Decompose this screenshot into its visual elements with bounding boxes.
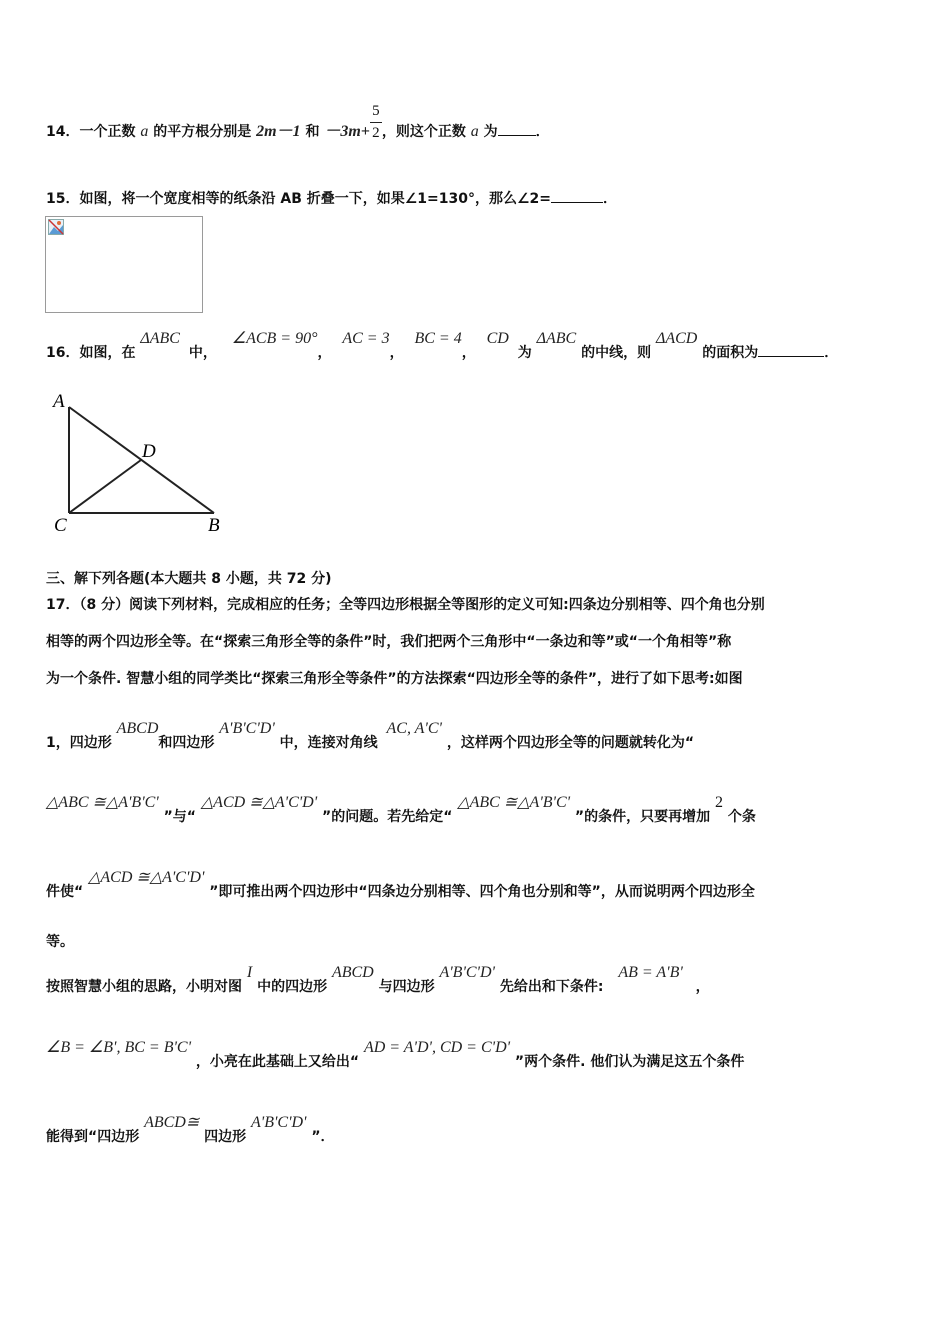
q17-line-8: 按照智慧小组的思路，小明对图 I 中的四边形 ABCD 与四边形 A'B'C'D' 先给出和下条件: AB = A'B' ， [46,964,710,995]
question-16: 16．如图，在 ΔABC 中， ∠ACB = 90°， AC = 3， BC = 4， CD 为 ΔABC 的中线，则 ΔACD 的面积为 ． [46,330,839,361]
q15-figure-placeholder [45,216,203,313]
median-cd [69,460,141,513]
congruence-abc: △ABC ≅△A'B'C' [46,794,159,811]
q16-bc: BC = 4 [414,330,462,347]
condition-ad-cd: AD = A'D', CD = C'D' [363,1039,511,1056]
section-3-heading: 三、解下列各题(本大题共 8 小题，共 72 分) [46,571,332,587]
congruence-acd-2: △ACD ≅△A'C'D' [88,869,205,886]
quad-abcd: ABCD [116,720,159,737]
q14-frac-den: 2 [372,124,380,141]
right-triangle-figure [48,385,238,537]
q16-triangle-abc: ΔABC [140,330,180,347]
q16-cd: CD [486,330,509,347]
q16-angle-acb: ∠ACB = 90° [231,330,318,347]
q17-line-5: △ABC ≅△A'B'C' ”与“ △ACD ≅△A'C'D' ”的问题。若先给定“ △ABC ≅△A'B'C' ”的条件，只要再增加 2 个条 [46,794,756,825]
congruence-abc-2: △ABC ≅△A'B'C' [457,794,571,811]
label-a: A [53,391,65,412]
q17-line-7: 等。 [46,934,74,950]
q16-ac: AC = 3 [342,330,390,347]
q17-line-10: 能得到“四边形 ABCD≅ 四边形 A'B'C'D' ”． [46,1114,335,1145]
question-15: 15．如图，将一个宽度相等的纸条沿 AB 折叠一下，如果∠1=130°，那么∠2= ． [46,188,617,208]
q14-expr1: 2m－1 [256,123,301,140]
q16-triangle-acd: ΔACD [655,330,698,347]
q14-var-a: a [140,123,149,140]
q17-line-2: 相等的两个四边形全等。在“探索三角形全等的条件”时，我们把两个三角形中“一条边和等”或“一个角相等”称 [46,634,732,650]
q17-line-9: ∠B = ∠B', BC = B'C' ，小亮在此基础上又给出“ AD = A'D', CD = C'D' ”两个条件. 他们认为满足这五个条件 [46,1039,745,1070]
q16-triangle-abc-2: ΔABC [536,330,577,347]
q17-line-3: 为一个条件. 智慧小组的同学类比“探索三角形全等条件”的方法探索“四边形全等的条件”，进行了如下思考:如图 [46,671,743,687]
q17-line-1: 17．（8 分）阅读下列材料，完成相应的任务；全等四边形根据全等图形的定义可知:四条边分别相等、四个角也分别 [46,597,765,613]
label-c: C [54,515,67,536]
condition-b-bc: ∠B = ∠B', BC = B'C' [46,1039,191,1056]
quad-abcd-prime: A'B'C'D' [219,720,275,737]
broken-image-icon [48,219,64,235]
q14-frac-num: 5 [372,102,380,119]
condition-ab: AB = A'B' [618,964,683,981]
congruence-acd: △ACD ≅△A'C'D' [200,794,318,811]
q16-answer-blank [758,342,824,357]
diagonals: AC, A'C' [386,720,442,737]
q15-answer-blank [551,188,603,203]
q17-line-4: 1，四边形 ABCD和四边形 A'B'C'D' 中，连接对角线 AC, A'C' ，这样两个四边形全等的问题就转化为“ [46,720,695,751]
q14-fraction [370,104,382,141]
label-b: B [208,515,220,536]
question-14: 14．一个正数 a 的平方根分别是 2m－1 和 －3m+ $\frac{5}{2}$ ，则这个正数 a 为 ． [46,102,550,141]
label-d: D [142,441,156,462]
q17-line-6: 件使“ △ACD ≅△A'C'D' ”即可推出两个四边形中“四条边分别相等、四个角也分别和等”，从而说明两个四边形全 [46,869,755,900]
q14-number: 14． [46,124,80,140]
q14-answer-blank [498,121,536,136]
q14-expr2: －3m+ [324,123,370,140]
